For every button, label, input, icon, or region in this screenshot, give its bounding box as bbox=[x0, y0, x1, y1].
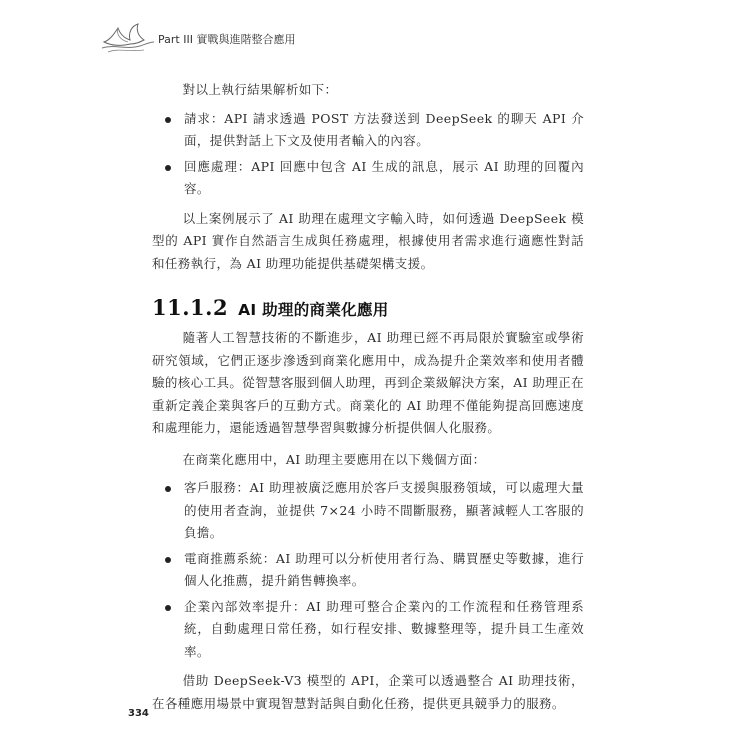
bullet-icon bbox=[165, 557, 171, 563]
summary-paragraph: 以上案例展示了 AI 助理在處理文字輸入時，如何透過 DeepSeek 模型的 API 實作自然語言生成與任務處理，根據使用者需求進行適應性對話和任務執行，為 AI 助理功能提供基礎架構支援。 bbox=[152, 210, 584, 271]
list-item bbox=[152, 108, 584, 153]
list-item bbox=[152, 596, 584, 664]
page-number: 334 bbox=[128, 708, 149, 719]
section-paragraph: 隨著人工智慧技術的不斷進步，AI 助理已經不再局限於實驗室或學術研究領域，它們正逐步滲透到商業化應用中，成為提升企業效率和使用者體驗的核心工具。從智慧客服到個人助理，再到企業級解決方案，AI 助理正在重新定義企業與客戶的互動方式。商業化的 AI 助理不僅能夠提高回應速度和處理能力，還能透過智慧學習與數據分析提供個人化服務。 bbox=[152, 330, 584, 435]
list-item-text: 電商推薦系統：AI 助理可以分析使用者行為、購買歷史等數據，進行個人化推薦，提升銷售轉換率。 bbox=[184, 550, 584, 588]
page-header bbox=[100, 20, 660, 56]
closing-paragraph: 借助 DeepSeek-V3 模型的 API，企業可以透過整合 AI 助理技術，在各種應用場景中實現智慧對話與自動化任務，提供更具競爭力的服務。 bbox=[152, 673, 584, 711]
list-item bbox=[152, 548, 584, 593]
aspects-intro: 在商業化應用中，AI 助理主要應用在以下幾個方面： bbox=[182, 451, 486, 467]
list-item-text: 企業內部效率提升：AI 助理可整合企業內的工作流程和任務管理系統，自動處理日常任務，如行程安排、數據整理等，提升員工生產效率。 bbox=[184, 598, 584, 659]
result-list bbox=[152, 108, 584, 201]
bullet-icon bbox=[165, 486, 171, 492]
intro-line: 對以上執行結果解析如下： bbox=[182, 82, 338, 97]
header-title: Part III 實戰與進階整合應用 bbox=[158, 33, 296, 46]
aspect-list bbox=[152, 477, 584, 663]
section-heading bbox=[152, 292, 584, 321]
page-body bbox=[152, 78, 584, 715]
bullet-icon bbox=[165, 165, 171, 171]
list-item-text: 回應處理：API 回應中包含 AI 生成的訊息，展示 AI 助理的回覆內容。 bbox=[184, 158, 584, 196]
section-title: AI 助理的商業化應用 bbox=[238, 301, 389, 319]
bullet-icon bbox=[165, 117, 171, 123]
bullet-icon bbox=[165, 605, 171, 611]
list-item bbox=[152, 156, 584, 201]
list-item bbox=[152, 477, 584, 545]
wave-logo-icon bbox=[100, 20, 158, 54]
list-item-text: 客戶服務：AI 助理被廣泛應用於客戶支援與服務領域，可以處理大量的使用者查詢，並提供 7×24 小時不間斷服務，顯著減輕人工客服的負擔。 bbox=[184, 480, 584, 540]
list-item-text: 請求：API 請求透過 POST 方法發送到 DeepSeek 的聊天 API 介面，提供對話上下文及使用者輸入的內容。 bbox=[184, 110, 584, 148]
section-number: 11.1.2 bbox=[152, 295, 229, 320]
